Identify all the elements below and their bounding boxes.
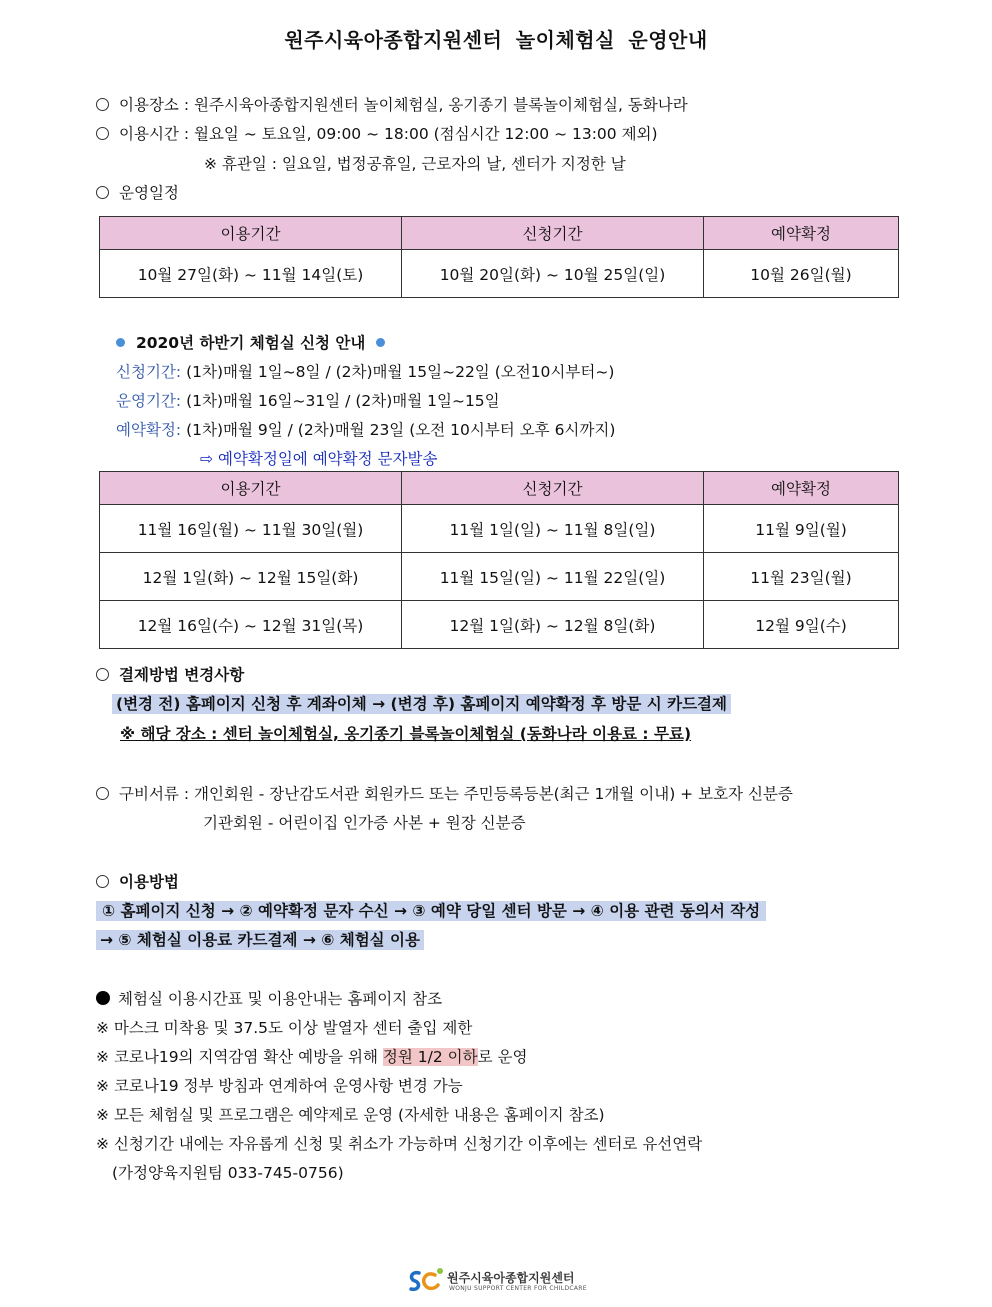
table-row — [100, 250, 899, 298]
documents-line1 — [96, 782, 793, 804]
usage-steps-1 — [96, 899, 766, 921]
usage-steps-1-text: ① 홈페이지 신청 → ② 예약확정 문자 수신 → ③ 예약 당일 센터 방문 → ④ 이용 관련 동의서 작성 — [96, 901, 766, 921]
table2-header-confirm: 예약확정 — [704, 472, 899, 505]
circle-bullet-icon — [96, 668, 109, 681]
blue-dot-icon — [116, 338, 125, 347]
notes-bullet-text: 체험실 이용시간표 및 이용안내는 홈페이지 참조 — [118, 990, 443, 1008]
info-holiday: ※ 휴관일 : 일요일, 법정공휴일, 근로자의 날, 센터가 지정한 날 — [204, 155, 626, 173]
note-contact: (가정양육지원팀 033-745-0756) — [112, 1164, 344, 1182]
confirm-text: (1차)매월 9일 / (2차)매월 23일 (오전 10시부터 오후 6시까지) — [186, 421, 616, 439]
logo-mark-icon — [405, 1265, 445, 1297]
documents-line2: 기관회원 - 어린이집 인가증 사본 + 원장 신분증 — [203, 814, 526, 832]
schedule-label: 운영일정 — [119, 184, 179, 202]
note-policy: ※ 코로나19 정부 방침과 연계하여 운영사항 변경 가능 — [96, 1077, 463, 1095]
center-logo — [405, 1265, 585, 1297]
note-capacity-highlight: 정원 1/2 이하 — [382, 1048, 478, 1066]
table1-header-usage: 이용기간 — [100, 217, 402, 250]
note-mask: ※ 마스크 미착용 및 37.5도 이상 발열자 센터 출입 제한 — [96, 1019, 473, 1037]
notice-heading-text: 2020년 하반기 체험실 신청 안내 — [135, 334, 366, 352]
table-cell: 11월 16일(월) ~ 11월 30일(월) — [100, 505, 402, 553]
arrow-right-icon: ⇨ — [200, 450, 213, 468]
payment-applies — [120, 722, 691, 744]
table-cell: 12월 1일(화) ~ 12월 15일(화) — [100, 553, 402, 601]
usage-heading — [96, 870, 179, 892]
payment-heading — [96, 663, 244, 685]
notice-confirm — [116, 418, 615, 440]
circle-bullet-icon — [96, 787, 109, 800]
table2-header-usage: 이용기간 — [100, 472, 402, 505]
table-cell: 10월 27일(화) ~ 11월 14일(토) — [100, 250, 402, 298]
table-cell: 11월 9일(월) — [704, 505, 899, 553]
operate-text: (1차)매월 16일~31일 / (2차)매월 1일~15일 — [186, 392, 500, 410]
notes-bullet — [96, 987, 442, 1009]
note-capacity — [96, 1045, 527, 1067]
table2-header-apply: 신청기간 — [402, 472, 704, 505]
logo-name: 원주시육아종합지원센터 — [447, 1271, 575, 1285]
usage-steps-2-text: → ⑤ 체험실 이용료 카드결제 → ⑥ 체험실 이용 — [96, 930, 424, 950]
table-cell: 12월 9일(수) — [704, 601, 899, 649]
apply-label: 신청기간: — [116, 363, 182, 381]
circle-bullet-icon — [96, 127, 109, 140]
table-row — [100, 505, 899, 553]
table-cell: 11월 23일(월) — [704, 553, 899, 601]
payment-change-text: (변경 전) 홈페이지 신청 후 계좌이체 → (변경 후) 홈페이지 예약확정 후 방문 시 카드결제 — [112, 694, 731, 714]
payment-applies-text: ※ 해당 장소 : 센터 놀이체험실, 옹기종기 블록놀이체험실 (동화나라 이용료 : 무료) — [120, 725, 692, 743]
blue-dot-icon — [376, 338, 385, 347]
notice-apply — [116, 360, 614, 382]
page-title: 원주시육아종합지원센터 놀이체험실 운영안내 — [284, 28, 708, 52]
table-row — [100, 601, 899, 649]
note-reservation: ※ 모든 체험실 및 프로그램은 예약제로 운영 (자세한 내용은 홈페이지 참조) — [96, 1106, 605, 1124]
apply-text: (1차)매월 1일~8일 / (2차)매월 15일~22일 (오전10시부터~) — [186, 363, 615, 381]
circle-bullet-icon — [96, 186, 109, 199]
table-cell: 12월 16일(수) ~ 12월 31일(목) — [100, 601, 402, 649]
payment-change — [112, 692, 731, 714]
table1-header-apply: 신청기간 — [402, 217, 704, 250]
schedule-table-1 — [99, 216, 899, 298]
table-cell: 11월 15일(일) ~ 11월 22일(일) — [402, 553, 704, 601]
payment-heading-text: 결제방법 변경사항 — [119, 666, 245, 684]
confirm-label: 예약확정: — [116, 421, 182, 439]
info-place-text: 이용장소 : 원주시육아종합지원센터 놀이체험실, 옹기종기 블록놀이체험실, 동화나라 — [119, 96, 688, 114]
table-cell: 10월 20일(화) ~ 10월 25일(일) — [402, 250, 704, 298]
documents-line1-text: 구비서류 : 개인회원 - 장난감도서관 회원카드 또는 주민등록등본(최근 1개월 이내) + 보호자 신분증 — [119, 785, 793, 803]
info-schedule — [96, 181, 179, 203]
black-dot-icon — [96, 991, 110, 1005]
info-place — [96, 93, 688, 115]
schedule-table-2 — [99, 471, 899, 649]
note-capacity-before: ※ 코로나19의 지역감염 확산 예방을 위해 — [96, 1048, 383, 1066]
operate-label: 운영기간: — [116, 392, 182, 410]
note-capacity-after: 로 운영 — [477, 1048, 528, 1066]
circle-bullet-icon — [96, 98, 109, 111]
notice-heading — [116, 331, 385, 353]
table-row — [100, 553, 899, 601]
logo-subtitle: WONJU SUPPORT CENTER FOR CHILDCARE — [449, 1285, 587, 1292]
table-cell: 10월 26일(월) — [704, 250, 899, 298]
info-time — [96, 122, 658, 144]
circle-bullet-icon — [96, 875, 109, 888]
usage-heading-text: 이용방법 — [119, 873, 179, 891]
usage-steps-2 — [96, 928, 424, 950]
table-cell: 12월 1일(화) ~ 12월 8일(화) — [402, 601, 704, 649]
note-cancel: ※ 신청기간 내에는 자유롭게 신청 및 취소가 가능하며 신청기간 이후에는 센터로 유선연락 — [96, 1135, 703, 1153]
info-time-text: 이용시간 : 월요일 ~ 토요일, 09:00 ~ 18:00 (점심시간 12:00 ~ 13:00 제외) — [119, 125, 658, 143]
sms-notice-text: 예약확정일에 예약확정 문자발송 — [217, 450, 438, 468]
table-cell: 11월 1일(일) ~ 11월 8일(일) — [402, 505, 704, 553]
notice-operate — [116, 389, 500, 411]
sms-notice — [200, 447, 437, 469]
table1-header-confirm: 예약확정 — [704, 217, 899, 250]
